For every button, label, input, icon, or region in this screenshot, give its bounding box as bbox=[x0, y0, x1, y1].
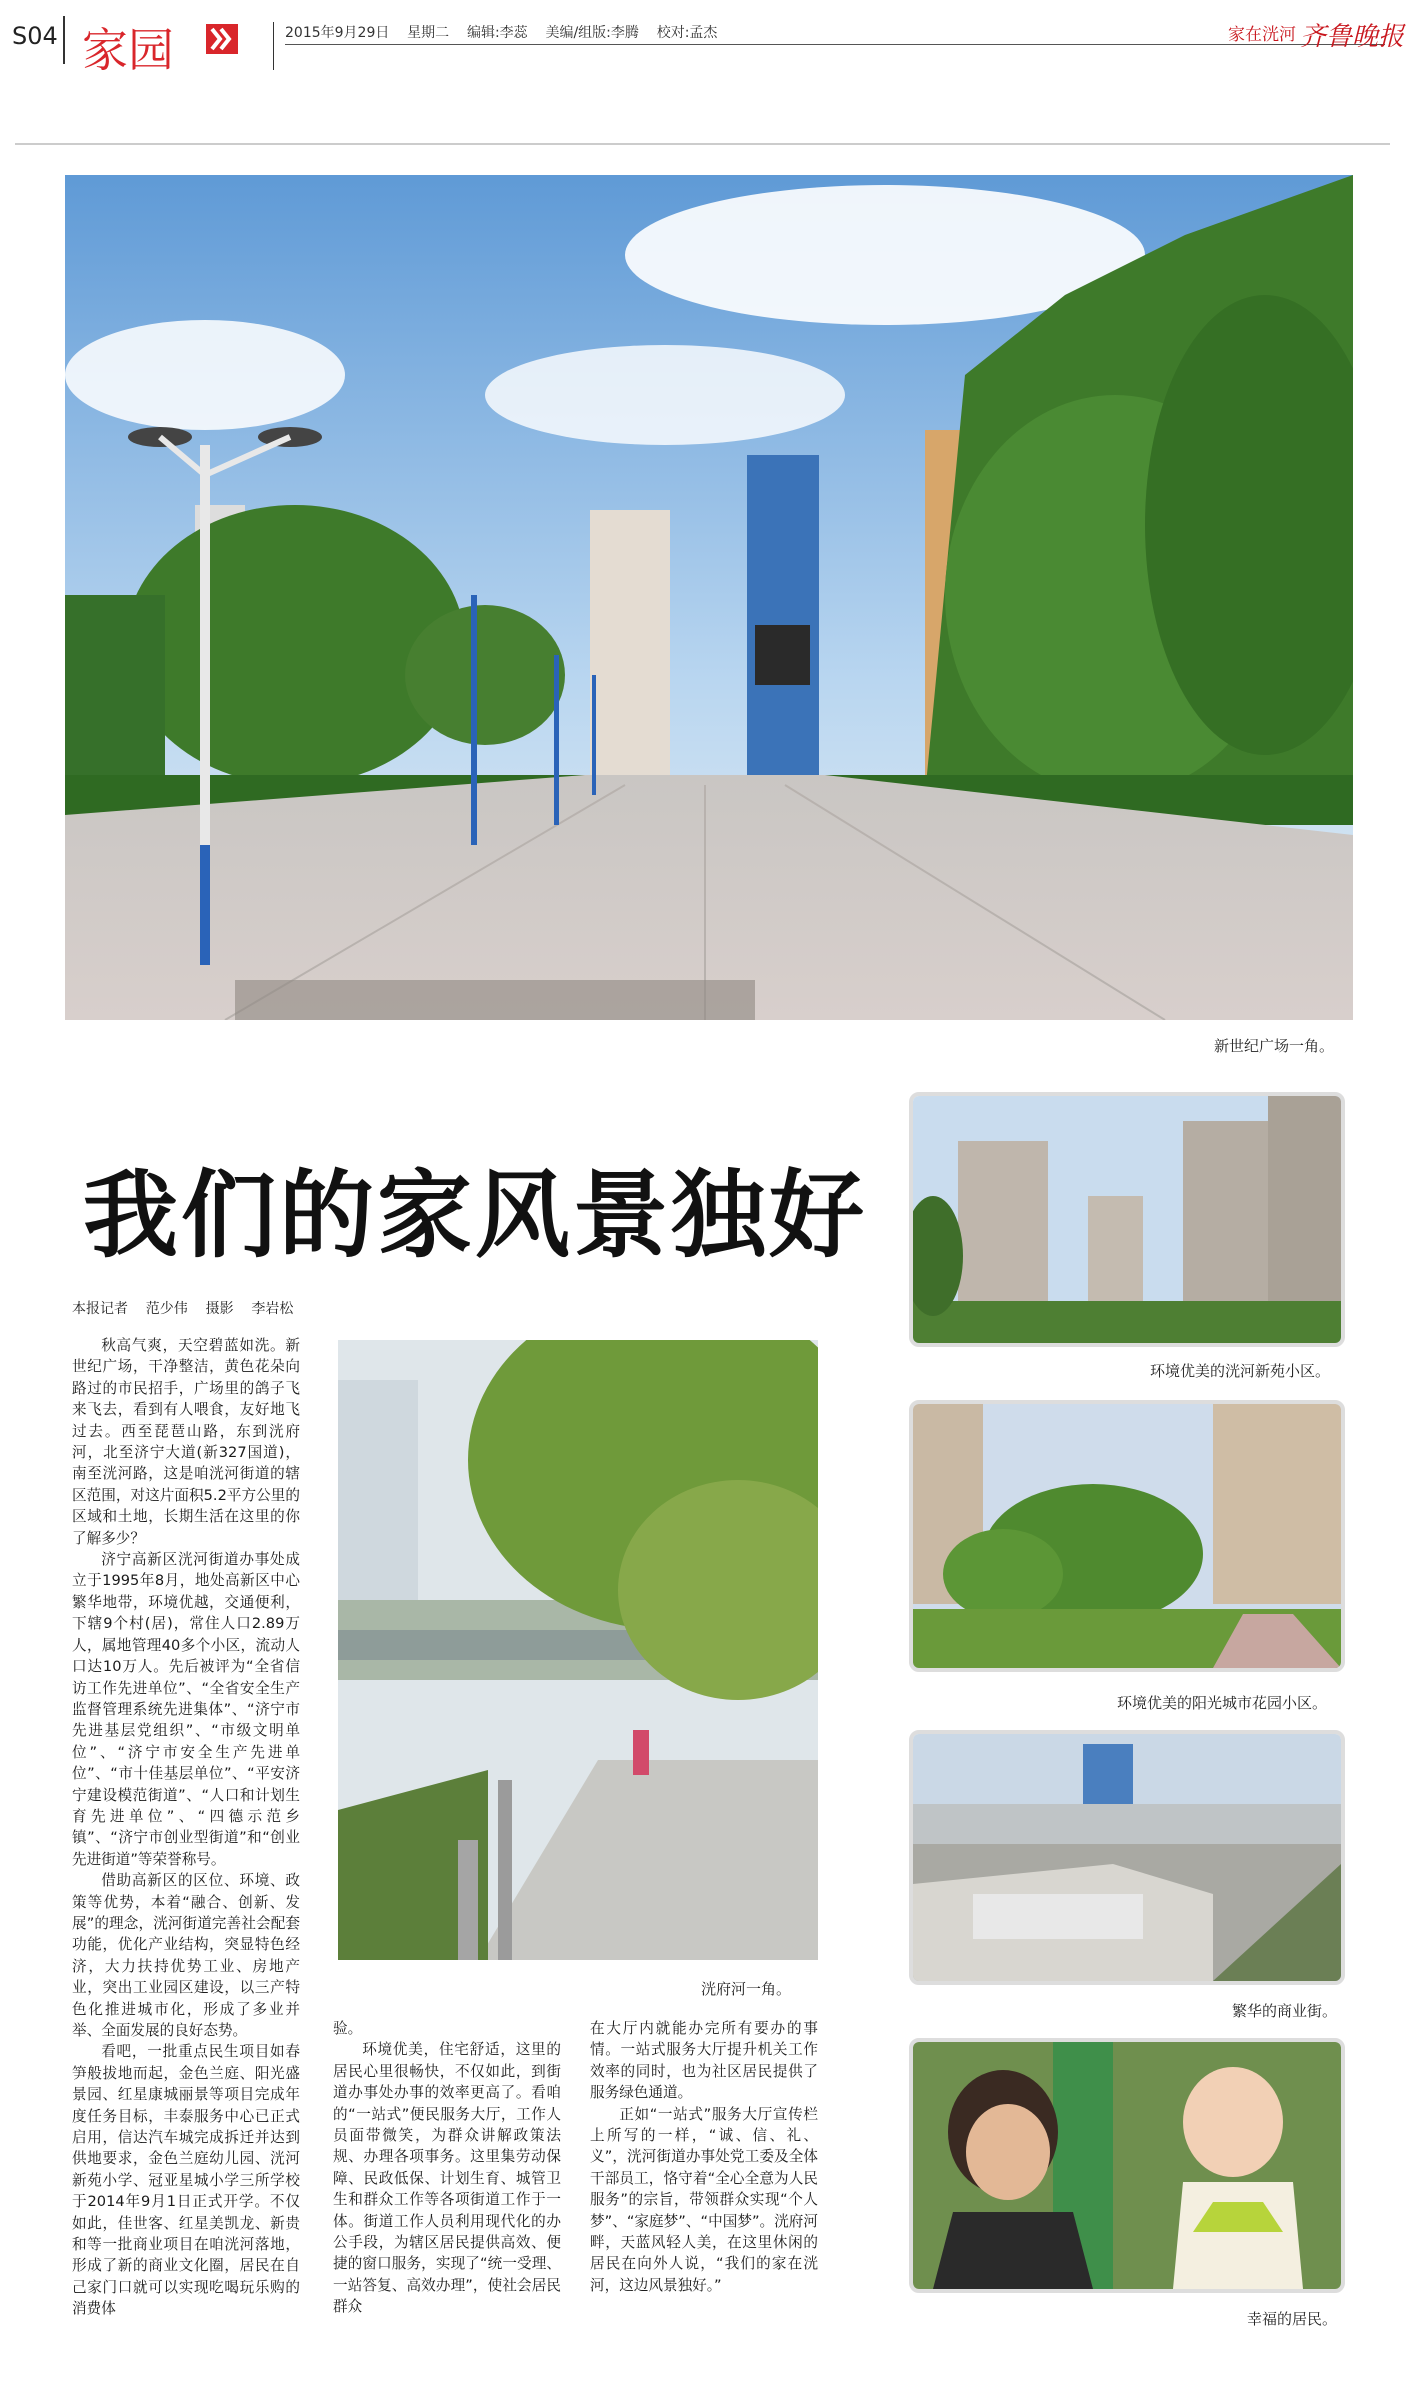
main-photo bbox=[65, 175, 1353, 1020]
article-column-3 bbox=[590, 2018, 818, 2296]
article-column-2 bbox=[333, 2018, 561, 2318]
chevron-right-icon bbox=[206, 24, 238, 54]
column-name: 家在洸河 bbox=[1228, 25, 1296, 45]
photo-residents-caption: 幸福的居民。 bbox=[1247, 2310, 1338, 2328]
article-column-1 bbox=[72, 1335, 300, 2320]
photo-residents bbox=[909, 2038, 1345, 2293]
photo-residential-1-caption: 环境优美的洸河新苑小区。 bbox=[1150, 1362, 1331, 1380]
paragraph: 在大厅内就能办完所有要办的事情。一站式服务大厅提升机关工作效率的同时，也为社区居民提供了服务绿色通道。 bbox=[590, 2020, 818, 2102]
paragraph: 借助高新区的区位、环境、政策等优势，本着“融合、创新、发展”的理念，洸河街道完善社会配套功能，优化产业结构，突显特色经济，大力扶持优势工业、房地产业，突出工业园区建设，以三产特色化推进城市化，形成了多业并举、全面发展的良好态势。 bbox=[72, 1872, 300, 2039]
photo-residential-1 bbox=[909, 1092, 1345, 1347]
paragraph: 看吧，一批重点民生项目如春笋般拔地而起，金色兰庭、阳光盛景园、红星康城丽景等项目完成年度任务目标，丰泰服务中心已正式启用，信达汽车城完成拆迁并达到供地要求，金色兰庭幼儿园、洸河新苑小学、冠亚星城小学三所学校于2014年9月1日正式开学。不仅如此，佳世客、红星美凯龙、新贵和等一批商业项目在咱洸河落地，形成了新的商业文化圈，居民在自己家门口就可以实现吃喝玩乐购的消费体 bbox=[72, 2043, 300, 2318]
page-number: S04 bbox=[12, 22, 58, 50]
paragraph: 环境优美，住宅舒适，这里的居民心里很畅快，不仅如此，到街道办事处办事的效率更高了。看咱的“一站式”便民服务大厅，工作人员面带微笑，为群众讲解政策法规、办理各项事务。这里集劳动保障、民政低保、计划生育、城管卫生和群众工作等各项街道工作于一体。街道工作人员利用现代化的办公手段，为辖区居民提供高效、便捷的窗口服务，实现了“统一受理、一站答复、高效办理”，使社会居民群众 bbox=[333, 2041, 561, 2316]
header-rule bbox=[285, 44, 1385, 45]
paragraph: 验。 bbox=[333, 2020, 363, 2037]
photo-residential-2-caption: 环境优美的阳光城市花园小区。 bbox=[1117, 1694, 1328, 1712]
divider bbox=[273, 22, 274, 70]
main-photo-caption: 新世纪广场一角。 bbox=[1214, 1037, 1335, 1055]
divider bbox=[63, 16, 65, 64]
river-photo bbox=[338, 1340, 818, 1960]
section-title: 家园 bbox=[82, 23, 174, 77]
issue-meta: 2015年9月29日 星期二 编辑:李蕊 美编/组版:李腾 校对:孟杰 bbox=[285, 25, 718, 41]
river-photo-caption: 洸府河一角。 bbox=[701, 1980, 792, 1998]
page-rule bbox=[15, 143, 1390, 145]
photo-residential-2 bbox=[909, 1400, 1345, 1672]
paragraph: 秋高气爽，天空碧蓝如洗。新世纪广场，干净整洁，黄色花朵向路过的市民招手，广场里的鸽子飞来飞去，看到有人喂食，友好地飞过去。西至琵琶山路，东到洸府河，北至济宁大道(新327国道)，南至洸河路，这是咱洸河街道的辖区范围，对这片面积5.2平方公里的区域和土地，长期生活在这里的你了解多少？ bbox=[72, 1337, 300, 1547]
byline: 本报记者 范少伟 摄影 李岩松 bbox=[72, 1301, 294, 1317]
headline: 我们的家风景独好 bbox=[83, 1161, 868, 1271]
paragraph: 济宁高新区洸河街道办事处成立于1995年8月，地处高新区中心繁华地带，环境优越，交通便利，下辖9个村(居)，常住人口2.89万人，属地管理40多个小区，流动人口达10万人。先后被评为“全省信访工作先进单位”、“全省安全生产监督管理系统先进集体”、“济宁市先进基层党组织”、“市级文明单位”、“济宁市安全生产先进单位”、“市十佳基层单位”、“平安济宁建设模范街道”、“人口和计划生育先进单位”、“四德示范乡镇”、“济宁市创业型街道”和“创业先进街道”等荣誉称号。 bbox=[72, 1551, 300, 1868]
photo-commercial-caption: 繁华的商业街。 bbox=[1232, 2002, 1338, 2020]
paragraph: 正如“一站式”服务大厅宣传栏上所写的一样，“诚、信、礼、义”，洸河街道办事处党工委及全体干部员工，恪守着“全心全意为人民服务”的宗旨，带领群众实现“个人梦”、“家庭梦”、“中国梦”。洸府河畔，天蓝风轻人美，在这里休闲的居民在向外人说，“我们的家在洸河，这边风景独好。” bbox=[590, 2105, 818, 2294]
photo-commercial-street bbox=[909, 1730, 1345, 1985]
newspaper-logo: 齐鲁晚报 bbox=[1300, 22, 1405, 52]
